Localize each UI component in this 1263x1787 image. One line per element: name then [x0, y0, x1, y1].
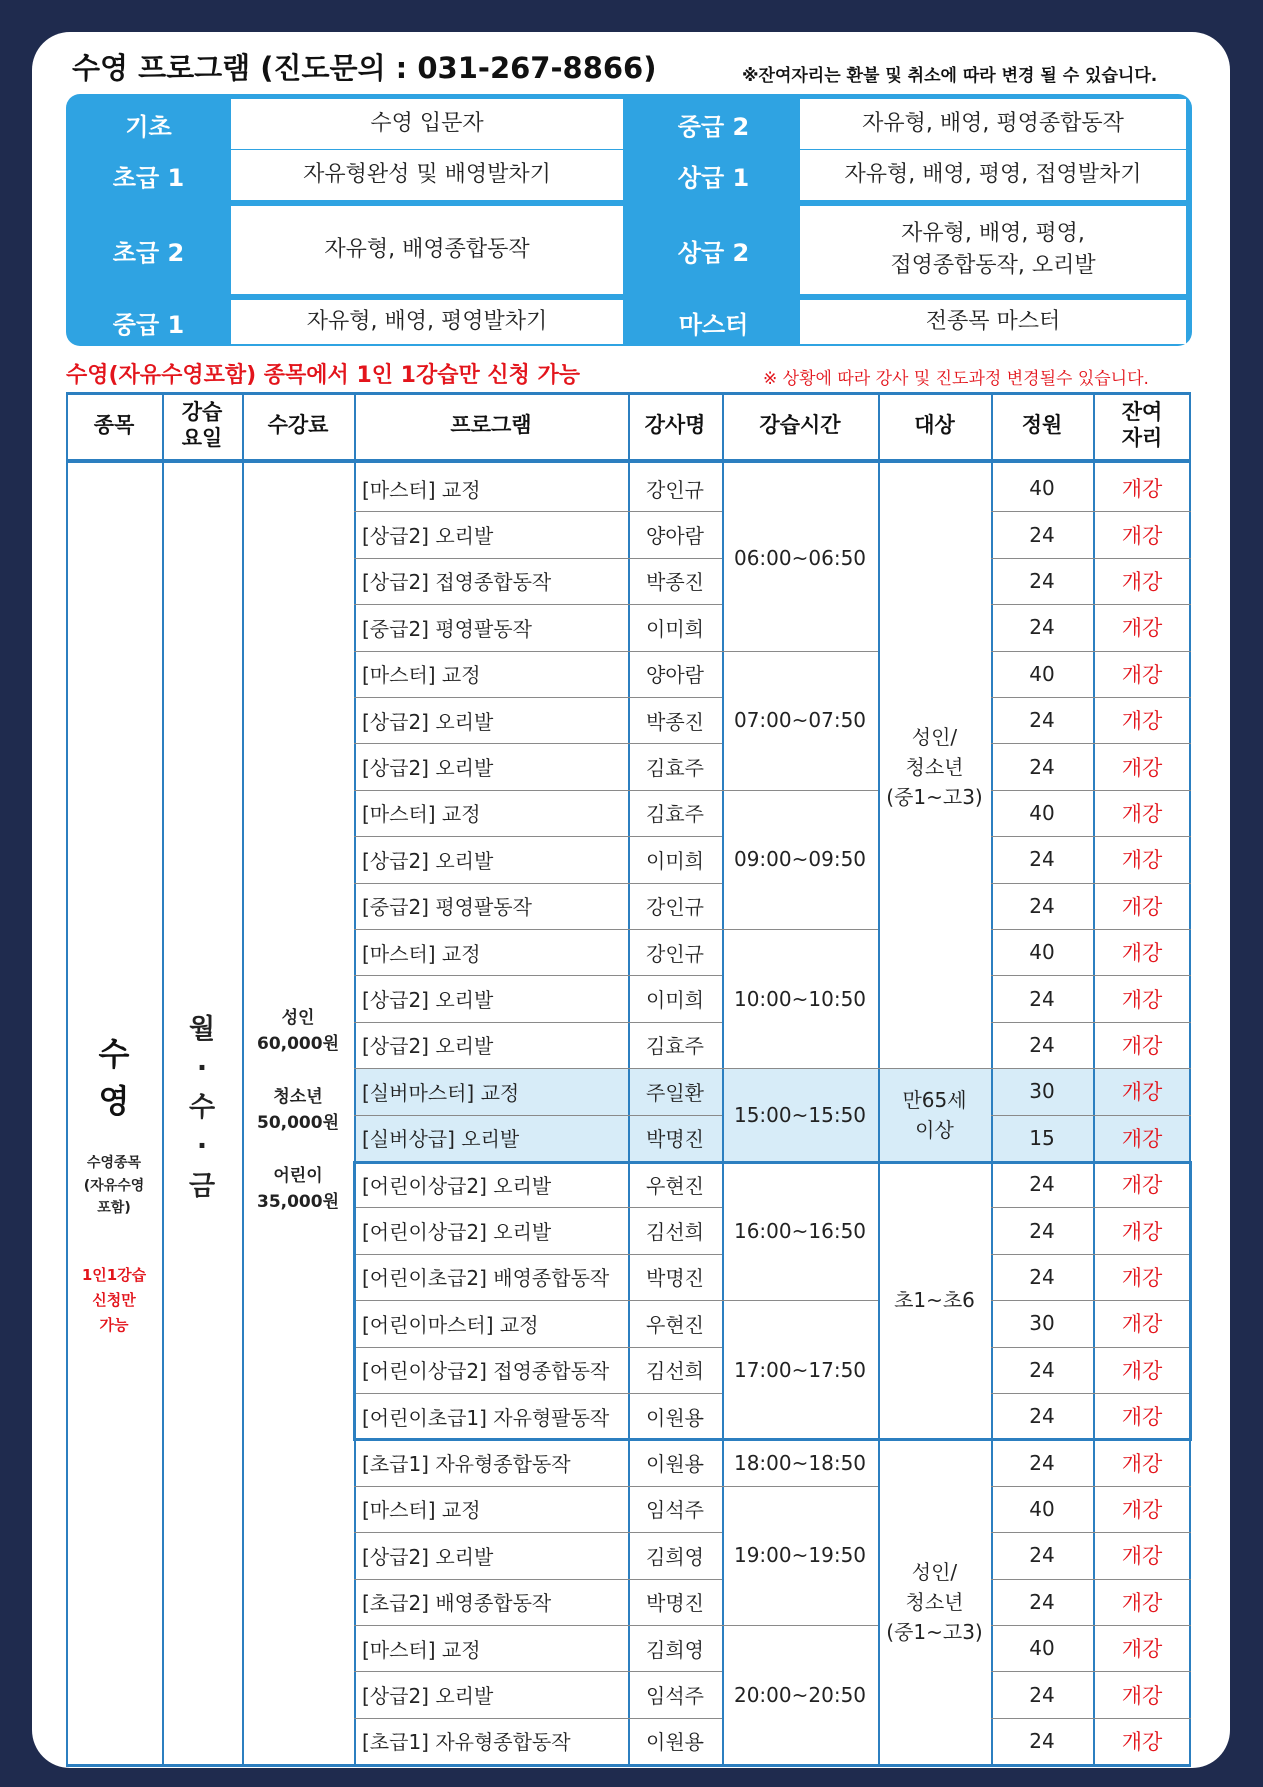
status-cell: 개강 — [1121, 569, 1163, 594]
status-cell: 개강 — [1121, 1451, 1163, 1476]
status-cell: 개강 — [1121, 1637, 1163, 1662]
level-name: 초급 1 — [112, 163, 185, 192]
status-cell: 개강 — [1121, 1173, 1163, 1198]
instructor-cell: 우현진 — [646, 1173, 704, 1198]
level-name: 중급 1 — [112, 310, 185, 339]
status-cell: 개강 — [1121, 1729, 1163, 1754]
program-cell: [상급2] 오리발 — [362, 1034, 494, 1059]
time-cell: 07:00~07:50 — [733, 708, 867, 733]
program-cell: [초급1] 자유형종합동작 — [362, 1730, 571, 1755]
status-cell: 개강 — [1121, 1080, 1163, 1105]
time-divider — [722, 1439, 878, 1440]
instructor-cell: 김희영 — [646, 1637, 704, 1662]
capacity-cell: 24 — [1029, 1589, 1055, 1614]
capacity-cell: 24 — [1029, 1543, 1055, 1568]
level-desc: 수영 입문자 — [231, 99, 623, 149]
program-cell: [실버마스터] 교정 — [362, 1080, 520, 1105]
capacity-cell: 24 — [1029, 893, 1055, 918]
program-cell: [실버상급] 오리발 — [362, 1127, 520, 1152]
capacity-cell: 24 — [1029, 1357, 1055, 1382]
status-cell: 개강 — [1121, 1265, 1163, 1290]
capacity-cell: 24 — [1029, 708, 1055, 733]
instructor-cell: 김희영 — [646, 1544, 704, 1569]
column-header: 대상 — [914, 412, 955, 437]
instructor-cell: 김효주 — [646, 1034, 704, 1059]
program-cell: [마스터] 교정 — [362, 941, 481, 966]
instructor-cell: 이원용 — [646, 1405, 704, 1430]
level-name: 기초 — [125, 112, 172, 141]
level-desc: 자유형, 배영, 평영발차기 — [231, 300, 623, 344]
instructor-cell: 임석주 — [646, 1684, 704, 1709]
subject-note: 1인1강습 신청만 가능 — [81, 1266, 147, 1334]
status-cell: 개강 — [1121, 1033, 1163, 1058]
status-cell: 개강 — [1121, 987, 1163, 1012]
time-divider — [722, 1068, 878, 1069]
instructor-cell: 임석주 — [646, 1498, 704, 1523]
instructor-cell: 우현진 — [646, 1312, 704, 1337]
level-name: 마스터 — [678, 310, 749, 339]
capacity-cell: 24 — [1029, 1032, 1055, 1057]
target-divider — [878, 1439, 991, 1440]
capacity-cell: 24 — [1029, 1172, 1055, 1197]
status-cell: 개강 — [1121, 848, 1163, 873]
column-header: 정원 — [1021, 412, 1063, 437]
level-desc: 자유형, 배영, 평영, 접영발차기 — [800, 150, 1186, 200]
target-cell: 만65세 이상 — [902, 1087, 967, 1142]
subject-title: 수 영 — [98, 1035, 130, 1120]
program-cell: [중급2] 평영팔동작 — [362, 616, 532, 641]
time-cell: 16:00~16:50 — [733, 1218, 867, 1243]
instructor-cell: 박종진 — [646, 709, 704, 734]
instructor-cell: 강인규 — [646, 895, 704, 920]
capacity-cell: 24 — [1029, 615, 1055, 640]
capacity-cell: 40 — [1029, 1636, 1055, 1661]
fee-cell: 성인 60,000원 청소년 50,000원 어린이 35,000원 — [256, 1008, 340, 1213]
status-cell: 개강 — [1121, 616, 1163, 641]
program-cell: [어린이상급2] 오리발 — [362, 1173, 552, 1198]
capacity-cell: 24 — [1029, 1728, 1055, 1753]
capacity-cell: 24 — [1029, 1450, 1055, 1475]
level-name: 상급 1 — [677, 163, 750, 192]
capacity-cell: 24 — [1029, 847, 1055, 872]
instructor-cell: 이미희 — [646, 848, 704, 873]
instructor-cell: 이원용 — [646, 1452, 704, 1477]
status-cell: 개강 — [1121, 709, 1163, 734]
level-desc: 자유형, 배영종합동작 — [231, 206, 623, 294]
target-divider — [878, 1068, 991, 1069]
status-cell: 개강 — [1121, 1219, 1163, 1244]
time-divider — [722, 1625, 878, 1626]
status-cell: 개강 — [1121, 801, 1163, 826]
time-cell: 17:00~17:50 — [733, 1357, 867, 1382]
instructor-cell: 이미희 — [646, 988, 704, 1013]
program-cell: [상급2] 오리발 — [362, 709, 494, 734]
subject-sub: 수영종목 (자유수영 포함) — [83, 1155, 145, 1217]
status-cell: 개강 — [1121, 523, 1163, 548]
time-divider — [722, 1486, 878, 1487]
column-header: 프로그램 — [450, 412, 532, 437]
capacity-cell: 24 — [1029, 754, 1055, 779]
capacity-cell: 24 — [1029, 1404, 1055, 1429]
program-cell: [마스터] 교정 — [362, 1498, 481, 1523]
instructor-cell: 이미희 — [646, 616, 704, 641]
program-cell: [초급2] 배영종합동작 — [362, 1591, 552, 1616]
target-divider — [878, 1161, 991, 1162]
program-cell: [마스터] 교정 — [362, 663, 481, 688]
program-cell: [상급2] 오리발 — [362, 1684, 494, 1709]
capacity-cell: 40 — [1029, 1496, 1055, 1521]
status-cell: 개강 — [1121, 1544, 1163, 1569]
capacity-cell: 24 — [1029, 986, 1055, 1011]
program-cell: [어린이상급2] 접영종합동작 — [362, 1359, 610, 1384]
program-cell: [상급2] 오리발 — [362, 756, 494, 781]
status-cell: 개강 — [1121, 755, 1163, 780]
program-cell: [마스터] 교정 — [362, 477, 481, 502]
status-cell: 개강 — [1121, 1126, 1163, 1151]
program-cell: [어린이마스터] 교정 — [362, 1312, 539, 1337]
capacity-cell: 40 — [1029, 476, 1055, 501]
refund-note: ※잔여자리는 환불 및 취소에 따라 변경 될 수 있습니다. — [742, 66, 1158, 86]
column-header: 수강료 — [267, 412, 329, 437]
time-cell: 15:00~15:50 — [733, 1102, 867, 1127]
time-cell: 20:00~20:50 — [733, 1682, 867, 1707]
change-notice: ※ 상황에 따라 강사 및 진도과정 변경될수 있습니다. — [763, 369, 1149, 389]
instructor-cell: 박명진 — [646, 1127, 704, 1152]
capacity-cell: 40 — [1029, 800, 1055, 825]
instructor-cell: 양아람 — [646, 663, 704, 688]
capacity-cell: 24 — [1029, 522, 1055, 547]
time-divider — [722, 1300, 878, 1301]
capacity-cell: 24 — [1029, 568, 1055, 593]
capacity-cell: 40 — [1029, 661, 1055, 686]
level-guide — [66, 94, 1192, 346]
capacity-cell: 24 — [1029, 1264, 1055, 1289]
target-cell: 성인/ 청소년 (중1~고3) — [886, 724, 983, 809]
level-desc: 자유형, 배영, 평영, 접영종합동작, 오리발 — [800, 206, 1186, 294]
instructor-cell: 강인규 — [646, 941, 704, 966]
days-cell: 월 · 수 · 금 — [188, 1014, 216, 1202]
level-desc: 전종목 마스터 — [800, 300, 1186, 344]
program-cell: [상급2] 오리발 — [362, 1544, 494, 1569]
status-cell: 개강 — [1121, 941, 1163, 966]
time-cell: 10:00~10:50 — [733, 986, 867, 1011]
instructor-cell: 양아람 — [646, 524, 704, 549]
enrollment-notice: 수영(자유수영포함) 종목에서 1인 1강습만 신청 가능 — [66, 363, 581, 388]
status-cell: 개강 — [1121, 477, 1163, 502]
subject-cell — [66, 465, 162, 1764]
status-cell: 개강 — [1121, 1405, 1163, 1430]
program-cell: [상급2] 접영종합동작 — [362, 570, 552, 595]
instructor-cell: 이원용 — [646, 1730, 704, 1755]
level-name: 상급 2 — [677, 238, 750, 267]
program-cell: [마스터] 교정 — [362, 1637, 481, 1662]
column-header: 강사명 — [644, 412, 706, 437]
capacity-cell: 15 — [1029, 1125, 1055, 1150]
level-desc: 자유형완성 및 배영발차기 — [231, 150, 623, 200]
page-title: 수영 프로그램 (진도문의 : 031-267-8866) — [72, 51, 657, 85]
status-cell: 개강 — [1121, 1497, 1163, 1522]
level-desc: 자유형, 배영, 평영종합동작 — [800, 99, 1186, 149]
status-cell: 개강 — [1121, 662, 1163, 687]
instructor-cell: 박명진 — [646, 1266, 704, 1291]
program-cell: [어린이초급2] 배영종합동작 — [362, 1266, 610, 1291]
program-cell: [상급2] 오리발 — [362, 524, 494, 549]
instructor-cell: 주일환 — [646, 1080, 704, 1105]
status-cell: 개강 — [1121, 1683, 1163, 1708]
program-cell: [중급2] 평영팔동작 — [362, 895, 532, 920]
time-divider — [722, 790, 878, 791]
instructor-cell: 김선희 — [646, 1220, 704, 1245]
schedule-table — [66, 392, 1191, 1762]
target-cell: 초1~초6 — [894, 1288, 975, 1313]
instructor-cell: 강인규 — [646, 477, 704, 502]
program-cell: [상급2] 오리발 — [362, 988, 494, 1013]
status-cell: 개강 — [1121, 1312, 1163, 1337]
status-cell: 개강 — [1121, 1590, 1163, 1615]
capacity-cell: 24 — [1029, 1218, 1055, 1243]
time-cell: 06:00~06:50 — [733, 545, 867, 570]
capacity-cell: 30 — [1029, 1079, 1055, 1104]
program-cell: [마스터] 교정 — [362, 802, 481, 827]
column-header: 강습시간 — [759, 412, 841, 437]
instructor-cell: 박명진 — [646, 1591, 704, 1616]
capacity-cell: 24 — [1029, 1682, 1055, 1707]
time-cell: 18:00~18:50 — [733, 1450, 867, 1475]
time-divider — [722, 1161, 878, 1162]
instructor-cell: 김효주 — [646, 756, 704, 781]
target-cell: 성인/ 청소년 (중1~고3) — [886, 1559, 983, 1644]
status-cell: 개강 — [1121, 1358, 1163, 1383]
time-divider — [722, 929, 878, 930]
time-cell: 09:00~09:50 — [733, 847, 867, 872]
program-cell: [어린이초급1] 자유형팔동작 — [362, 1405, 610, 1430]
capacity-cell: 40 — [1029, 940, 1055, 965]
time-cell: 19:00~19:50 — [733, 1543, 867, 1568]
column-header: 잔여 자리 — [1121, 400, 1163, 450]
instructor-cell: 김선희 — [646, 1359, 704, 1384]
instructor-cell: 박종진 — [646, 570, 704, 595]
level-name: 중급 2 — [677, 112, 750, 141]
level-name: 초급 2 — [112, 238, 185, 267]
column-header: 종목 — [93, 412, 135, 437]
program-cell: [상급2] 오리발 — [362, 848, 494, 873]
column-header: 강습 요일 — [181, 400, 223, 450]
program-cell: [어린이상급2] 오리발 — [362, 1220, 552, 1245]
instructor-cell: 김효주 — [646, 802, 704, 827]
capacity-cell: 30 — [1029, 1311, 1055, 1336]
program-cell: [초급1] 자유형종합동작 — [362, 1452, 571, 1477]
time-divider — [722, 651, 878, 652]
status-cell: 개강 — [1121, 894, 1163, 919]
